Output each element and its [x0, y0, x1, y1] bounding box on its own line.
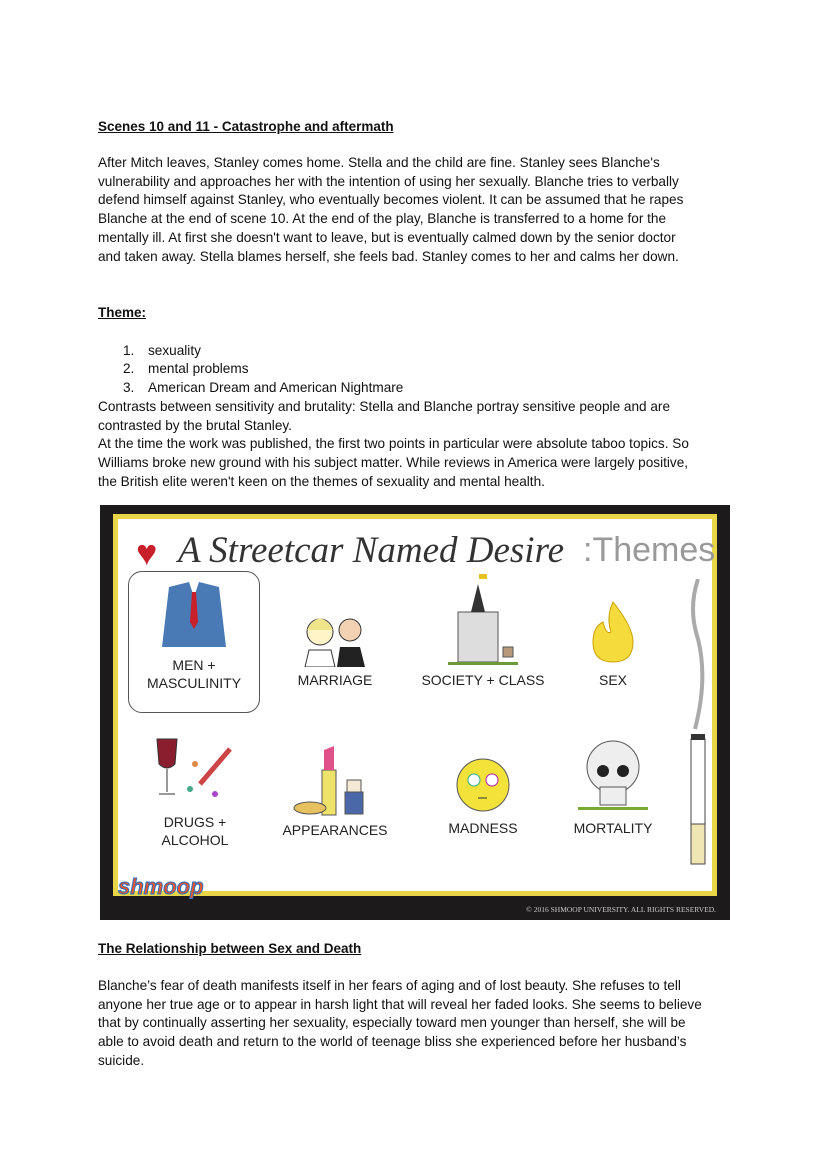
theme-heading: Theme: [98, 305, 147, 320]
theme-sex [548, 587, 678, 689]
text-line: Williams broke new ground with his subject matter. While reviews in America were largely positive, [98, 455, 689, 471]
text-line: suicide. [98, 1052, 145, 1068]
infographic-panel [113, 514, 717, 896]
paragraph [98, 154, 738, 266]
theme-society-class [418, 571, 548, 689]
list-item [123, 361, 249, 376]
theme-mortality [548, 735, 678, 837]
text-line: anyone her true age or to appear in harsh light that will reveal her faded looks. She seems to believe [98, 996, 702, 1012]
theme-men-masculinity [128, 571, 260, 713]
cigarette-icon [683, 579, 713, 879]
text-line: and taken away. Stella blames herself, she feels bad. Stanley comes to her and calms her down. [98, 248, 679, 264]
theme-label: MADNESS [448, 820, 518, 836]
section-heading: Scenes 10 and 11 - Catastrophe and aftermath [98, 119, 394, 134]
dizzy-face-icon [418, 735, 548, 815]
heart-icon: ♥ [136, 532, 158, 573]
theme-drugs-alcohol [130, 729, 260, 849]
text-line: After Mitch leaves, Stanley comes home. Stella and the child are fine. Stanley sees Blanche's [98, 155, 660, 170]
theme-label: MARRIAGE [297, 672, 373, 688]
text-line: mentally ill. At first she doesn't want to leave, but is eventually calmed down by the senior doctor [98, 229, 676, 245]
theme-label: SOCIETY + CLASS [421, 672, 545, 688]
theme-label: MORTALITY [573, 820, 653, 836]
list-text: sexuality [148, 343, 201, 358]
text-line: Blanche at the end of scene 10. At the end of the play, Blanche is transferred to a home for the [98, 211, 667, 227]
makeup-icon [270, 737, 400, 817]
text-line: Blanche’s fear of death manifests itself in her fears of aging and of lost beauty. She refuses to tell [98, 978, 681, 993]
list-number: 2. [123, 361, 135, 376]
theme-label: ALCOHOL [161, 832, 229, 848]
shmoop-logo: shmoop [118, 874, 204, 899]
text-line: contrasted by the brutal Stanley. [98, 417, 292, 433]
suit-icon [129, 572, 259, 652]
fire-icon [548, 587, 678, 667]
wine-pills-icon [130, 729, 260, 809]
theme-marriage [270, 587, 400, 689]
text-line: vulnerability and approaches her with the intention of using her sexually. Blanche tries to verbally [98, 173, 679, 189]
list-number: 1. [123, 343, 135, 358]
copyright-text: © 2016 SHMOOP UNIVERSITY. ALL RIGHTS RESERVED. [526, 905, 716, 914]
theme-madness [418, 735, 548, 837]
list-item [123, 380, 403, 395]
theme-label: MASCULINITY [146, 675, 242, 691]
skull-icon [548, 735, 678, 815]
text-line: defend himself against Stanley, who eventually becomes violent. It can be assumed that he rapes [98, 192, 684, 208]
theme-label: APPEARANCES [282, 822, 388, 838]
theme-label: SEX [598, 672, 627, 688]
text-line: that by continually asserting her sexuality, especially toward men younger than herself, she will be [98, 1015, 686, 1031]
infographic-subtitle: :Themes [583, 531, 716, 569]
castle-icon [418, 571, 548, 667]
paragraph [98, 977, 738, 1071]
section-heading: The Relationship between Sex and Death [98, 941, 362, 956]
list-item [123, 343, 201, 358]
themes-infographic [100, 505, 730, 920]
list-number: 3. [123, 380, 135, 395]
infographic-title: A Streetcar Named Desire [178, 530, 565, 571]
bride-groom-icon [270, 587, 400, 667]
list-text: American Dream and American Nightmare [148, 380, 404, 395]
list-text: mental problems [148, 361, 249, 376]
text-line: At the time the work was published, the first two points in particular were absolute taboo topics. So [98, 436, 689, 452]
theme-appearances [270, 737, 400, 839]
theme-label: MEN + [172, 657, 216, 673]
theme-label: DRUGS + [163, 814, 227, 830]
paragraph [98, 398, 738, 492]
text-line: able to avoid death and return to the world of teenage bliss she experienced before her husband’s [98, 1034, 687, 1050]
text-line: Contrasts between sensitivity and brutality: Stella and Blanche portray sensitive people and are [98, 399, 671, 414]
text-line: the British elite weren't keen on the themes of sexuality and mental health. [98, 473, 545, 489]
